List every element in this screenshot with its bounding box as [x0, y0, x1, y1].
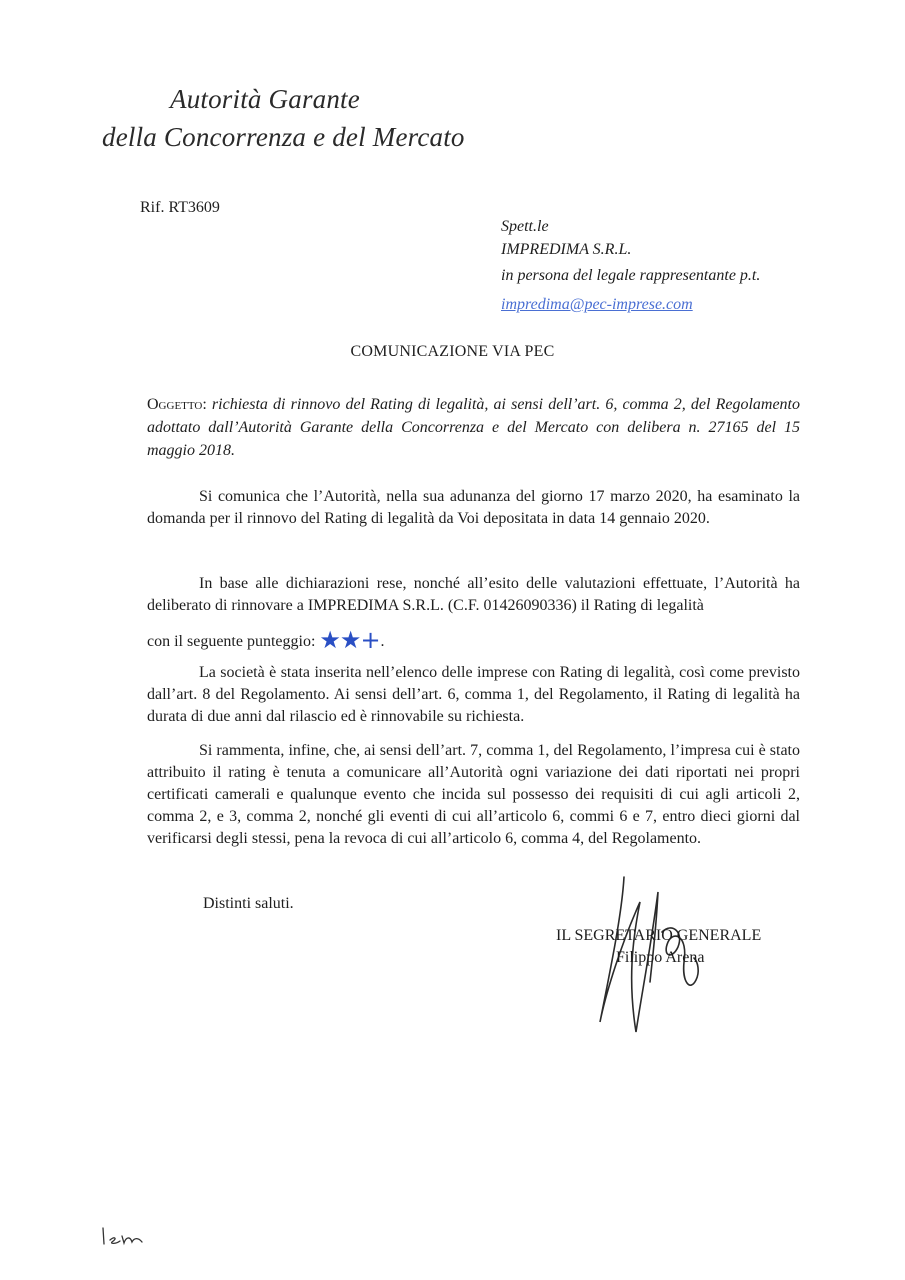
letterhead-line-1: Autorità Garante	[170, 84, 360, 114]
paragraph-2-text: In base alle dichiarazioni rese, nonché all’esito delle valutazioni effettuate, l’Autorità ha deliberato di rinnovare a IMPREDIMA S.R.L. (C.F. 01426090336) il Rating di legalità	[147, 575, 800, 614]
recipient-company: IMPREDIMA S.R.L.	[501, 241, 632, 258]
paragraph-2	[147, 573, 800, 653]
recipient-address	[501, 215, 760, 316]
subject-text: richiesta di rinnovo del Rating di legalità, ai sensi dell’art. 6, comma 2, del Regolamento adottato dall’Autorità Garante della Concorrenza e del Mercato con delibera n. 27165 del 15 maggio 2018.	[147, 396, 800, 459]
subject-block	[147, 393, 800, 462]
rating-plus-icon: +	[360, 626, 381, 654]
closing-salutation: Distinti saluti.	[203, 895, 294, 912]
paragraph-1-text: Si comunica che l’Autorità, nella sua adunanza del giorno 17 marzo 2020, ha esaminato la domanda per il rinnovo del Rating di legalità da Voi depositata in data 14 gennaio 2020.	[147, 488, 800, 527]
paragraph-1	[147, 486, 800, 530]
reference-number: Rif. RT3609	[140, 199, 220, 216]
recipient-salutation: Spett.le	[501, 218, 549, 235]
paragraph-3-text: La società è stata inserita nell’elenco delle imprese con Rating di legalità, così come previsto dall’art. 8 del Regolamento. Ai sensi dell’art. 6, comma 1, del Regolamento, il Rating di legalità ha durata di due anni dal rilascio ed è rinnovabile su richiesta.	[147, 664, 800, 725]
paragraph-4	[147, 740, 800, 850]
recipient-attention: in persona del legale rappresentante p.t.	[501, 267, 761, 284]
score-suffix: .	[380, 633, 385, 650]
paragraph-3	[147, 662, 800, 728]
recipient-email-link[interactable]: impredima@pec-imprese.com	[501, 296, 693, 313]
paragraph-4-text: Si rammenta, infine, che, ai sensi dell’art. 7, comma 1, del Regolamento, l’impresa cui è stato attribuito il rating è tenuta a comunicare all’Autorità ogni variazione dei dati riportati nei propri certificati camerali e qualunque evento che incida sul possesso dei requisiti di cui agli articoli 2, comma 2, e 3, comma 2, nonché gli eventi di cui all’articolo 6, commi 6 e 7, entro dieci giorni dal verificarsi degli stessi, pena la revoca di cui all’articolo 6, comma 4, del Regolamento.	[147, 742, 800, 847]
letterhead-line-2: della Concorrenza e del Mercato	[102, 122, 465, 152]
signatory-name: Filippo Arena	[616, 949, 705, 966]
handwritten-mark	[100, 1226, 150, 1248]
document-heading: COMUNICAZIONE VIA PEC	[350, 343, 555, 360]
signatory-title: IL SEGRETARIO GENERALE	[556, 927, 762, 944]
letterhead-logo	[102, 84, 465, 164]
subject-label: Oggetto:	[147, 396, 207, 413]
score-prefix: con il seguente punteggio:	[147, 633, 316, 650]
rating-stars-icon: ★★	[319, 628, 361, 654]
